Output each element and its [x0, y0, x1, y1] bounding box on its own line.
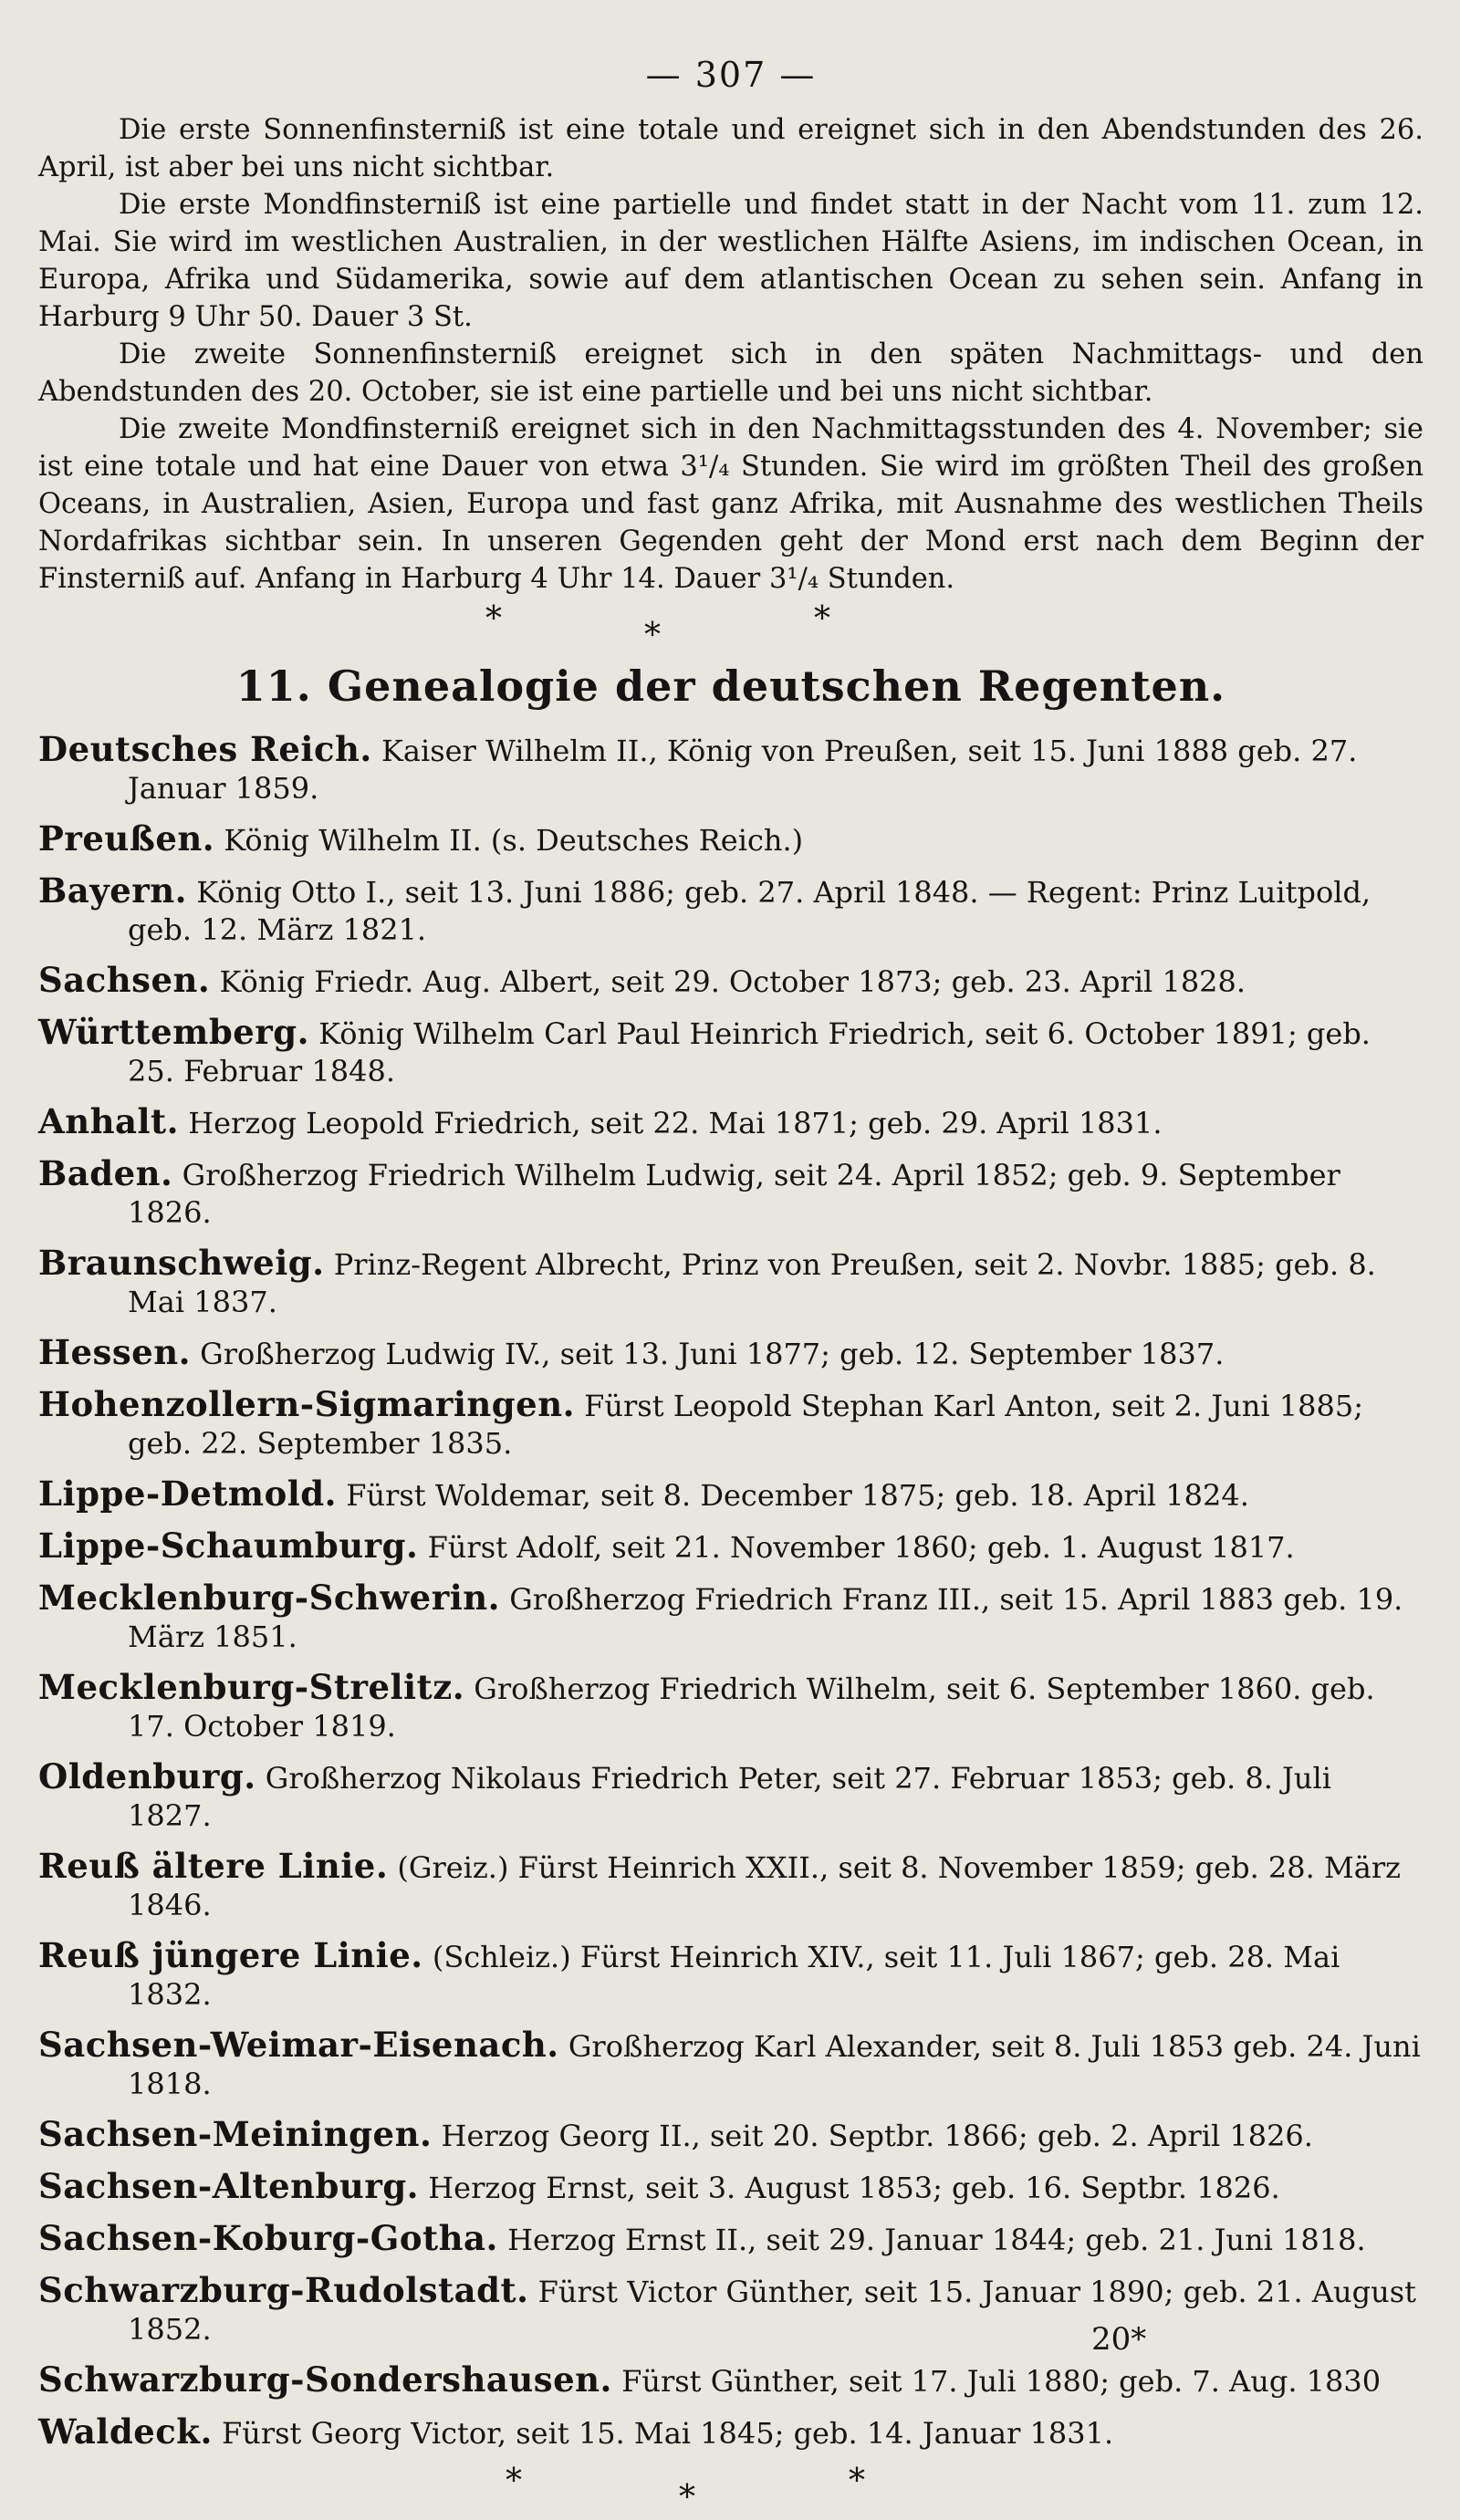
regent-text: Fürst Leopold Stephan Karl Anton, seit 2. Juni 1885; geb. 22. September 1835. — [128, 1389, 1363, 1461]
regent-text: Fürst Georg Victor, seit 15. Mai 1845; geb. 14. Januar 1831. — [222, 2416, 1114, 2451]
state-name: Sachsen-Altenburg. — [38, 2166, 420, 2206]
state-name: Sachsen-Weimar-Eisenach. — [38, 2025, 559, 2065]
regent-entry — [38, 820, 1424, 859]
state-name: Mecklenburg-Strelitz. — [38, 1667, 465, 1707]
state-name: Schwarzburg-Sondershausen. — [38, 2359, 612, 2400]
regent-text: Fürst Woldemar, seit 8. December 1875; geb. 18. April 1824. — [346, 1478, 1249, 1513]
state-name: Baden. — [38, 1153, 173, 1193]
star-1: * — [485, 600, 502, 638]
regent-entry — [38, 731, 1424, 807]
regent-entry — [38, 1848, 1424, 1924]
regent-entry — [38, 2168, 1424, 2207]
state-name: Anhalt. — [38, 1101, 180, 1141]
regent-text: Herzog Ernst II., seit 29. Januar 1844; geb. 21. Juni 1818. — [507, 2223, 1366, 2257]
regent-text: Großherzog Friedrich Wilhelm, seit 6. September 1860. geb. 17. October 1819. — [128, 1671, 1375, 1744]
regent-text: (Schleiz.) Fürst Heinrich XIV., seit 11. Juli 1867; geb. 28. Mai 1832. — [128, 1940, 1340, 2012]
regent-text: Großherzog Friedrich Wilhelm Ludwig, seit 24. April 1852; geb. 9. September 1826. — [128, 1158, 1340, 1230]
page-number: — 307 — — [645, 55, 817, 95]
regent-text: König Wilhelm Carl Paul Heinrich Friedrich, seit 6. October 1891; geb. 25. Februar 1848. — [128, 1016, 1371, 1088]
regent-text: Fürst Adolf, seit 21. November 1860; geb. 1. August 1817. — [427, 1530, 1295, 1565]
regent-text: Großherzog Friedrich Franz III., seit 15. April 1883 geb. 19. März 1851. — [128, 1582, 1403, 1654]
paragraph-solar-eclipse-1: Die erste Sonnenfinsterniß ist eine totale und ereignet sich in den Abendstunden des 26. April, ist aber bei uns nicht sichtbar. — [38, 114, 1424, 183]
regent-text: Kaiser Wilhelm II., König von Preußen, seit 15. Juni 1888 geb. 27. Januar 1859. — [128, 734, 1358, 806]
regent-text: Großherzog Ludwig IV., seit 13. Juni 1877; geb. 12. September 1837. — [200, 1337, 1225, 1371]
regent-text: Fürst Günther, seit 17. Juli 1880; geb. 7. Aug. 1830 — [621, 2364, 1382, 2399]
state-name: Preußen. — [38, 818, 215, 859]
regent-entry — [38, 1155, 1424, 1232]
regent-entry — [38, 1386, 1424, 1463]
paragraph-lunar-eclipse-1: Die erste Mondfinsterniß ist eine partielle und findet statt in der Nacht vom 11. zum 12. Mai. Sie wird im westlichen Australien, in der westlichen Hälfte Asiens, im indischen Ocean, in Europa, Afrika und Südamerika, sowie auf dem atlantischen Ocean zu sehen sein. Anfang in Harburg 9 Uhr 50. Dauer 3 St. — [38, 189, 1424, 333]
regent-text: König Wilhelm II. (s. Deutsches Reich.) — [224, 823, 804, 858]
regent-entry — [38, 1244, 1424, 1321]
regent-text: Prinz-Regent Albrecht, Prinz von Preußen, seit 2. Novbr. 1885; geb. 8. Mai 1837. — [128, 1247, 1376, 1319]
state-name: Waldeck. — [38, 2411, 213, 2452]
state-name: Lippe-Schaumburg. — [38, 1526, 419, 1566]
paragraph-lunar-eclipse-2: Die zweite Mondfinsterniß ereignet sich in den Nachmittagsstunden des 4. November; sie ist eine totale und hat eine Dauer von etwa 3¹/₄ Stunden. Sie wird im größten Theil des großen Oceans, in Australien, Asien, Europa und fast ganz Afrika, mit Ausnahme des westlichen Theils Nordafrikas sichtbar sein. In unseren Gegenden geht der Mond erst nach dem Beginn der Finsterniß auf. Anfang in Harburg 4 Uhr 14. Dauer 3¹/₄ Stunden. — [38, 413, 1424, 595]
regent-entry — [38, 1475, 1424, 1515]
state-name: Bayern. — [38, 870, 188, 911]
star-1: * — [506, 2463, 522, 2500]
regent-entry — [38, 2116, 1424, 2155]
regent-text: Herzog Leopold Friedrich, seit 22. Mai 1871; geb. 29. April 1831. — [188, 1106, 1163, 1140]
star-3: * — [849, 2463, 865, 2500]
star-2: * — [679, 2479, 695, 2516]
regent-entry — [38, 1103, 1424, 1142]
regent-entry — [38, 2220, 1424, 2259]
state-name: Hessen. — [38, 1332, 191, 1372]
regent-text: Herzog Ernst, seit 3. August 1853; geb. 16. Septbr. 1826. — [428, 2171, 1280, 2205]
regent-entry — [38, 1937, 1424, 2014]
state-name: Lippe-Detmold. — [38, 1473, 338, 1514]
regent-entry — [38, 1758, 1424, 1835]
regent-entry — [38, 1669, 1424, 1745]
regent-text: Herzog Georg II., seit 20. Septbr. 1866; geb. 2. April 1826. — [441, 2119, 1313, 2153]
regent-entry — [38, 1334, 1424, 1373]
state-name: Schwarzburg-Rudolstadt. — [38, 2270, 529, 2310]
state-name: Sachsen-Koburg-Gotha. — [38, 2218, 498, 2258]
regent-entry — [38, 2361, 1424, 2400]
regent-entry — [38, 2272, 1424, 2348]
regent-text: König Friedr. Aug. Albert, seit 29. October 1873; geb. 23. April 1828. — [219, 964, 1246, 999]
regent-entry — [38, 1579, 1424, 1656]
regent-entry — [38, 2413, 1424, 2452]
state-name: Mecklenburg-Schwerin. — [38, 1578, 501, 1618]
regent-entry — [38, 2026, 1424, 2103]
state-name: Deutsches Reich. — [38, 729, 372, 769]
star-2: * — [644, 617, 661, 654]
separator-stars-top — [38, 598, 1424, 652]
state-name: Hohenzollern-Sigmaringen. — [38, 1384, 575, 1424]
state-name: Sachsen. — [38, 960, 211, 1000]
state-name: Braunschweig. — [38, 1243, 325, 1283]
regents-list — [38, 731, 1424, 2452]
paragraph-solar-eclipse-2: Die zweite Sonnenfinsterniß ereignet sich in den späten Nachmittags- und den Abendstunden des 20. October, sie ist eine partielle und bei uns nicht sichtbar. — [38, 338, 1424, 408]
regent-entry — [38, 1527, 1424, 1567]
eclipse-section — [38, 111, 1424, 598]
regent-text: (Greiz.) Fürst Heinrich XXII., seit 8. November 1859; geb. 28. März 1846. — [128, 1850, 1401, 1922]
regent-text: König Otto I., seit 13. Juni 1886; geb. 27. April 1848. — Regent: Prinz Luitpold, geb. 12. März 1821. — [128, 875, 1371, 947]
separator-stars-bottom — [38, 2465, 1424, 2520]
signature-mark: 20* — [1091, 2321, 1147, 2358]
state-name: Sachsen-Meiningen. — [38, 2114, 433, 2154]
regent-text: Großherzog Karl Alexander, seit 8. Juli 1853 geb. 24. Juni 1818. — [128, 2029, 1421, 2101]
regent-entry — [38, 1014, 1424, 1090]
state-name: Württemberg. — [38, 1012, 309, 1052]
regent-text: Großherzog Nikolaus Friedrich Peter, seit 27. Februar 1853; geb. 8. Juli 1827. — [128, 1761, 1331, 1833]
state-name: Reuß jüngere Linie. — [38, 1935, 423, 1975]
section-title: 11. Genealogie der deutschen Regenten. — [235, 661, 1226, 711]
regent-entry — [38, 872, 1424, 949]
state-name: Oldenburg. — [38, 1756, 256, 1796]
regent-text: Fürst Victor Günther, seit 15. Januar 1890; geb. 21. August 1852. — [128, 2275, 1416, 2347]
state-name: Reuß ältere Linie. — [38, 1846, 389, 1886]
star-3: * — [814, 600, 830, 638]
regent-entry — [38, 962, 1424, 1001]
